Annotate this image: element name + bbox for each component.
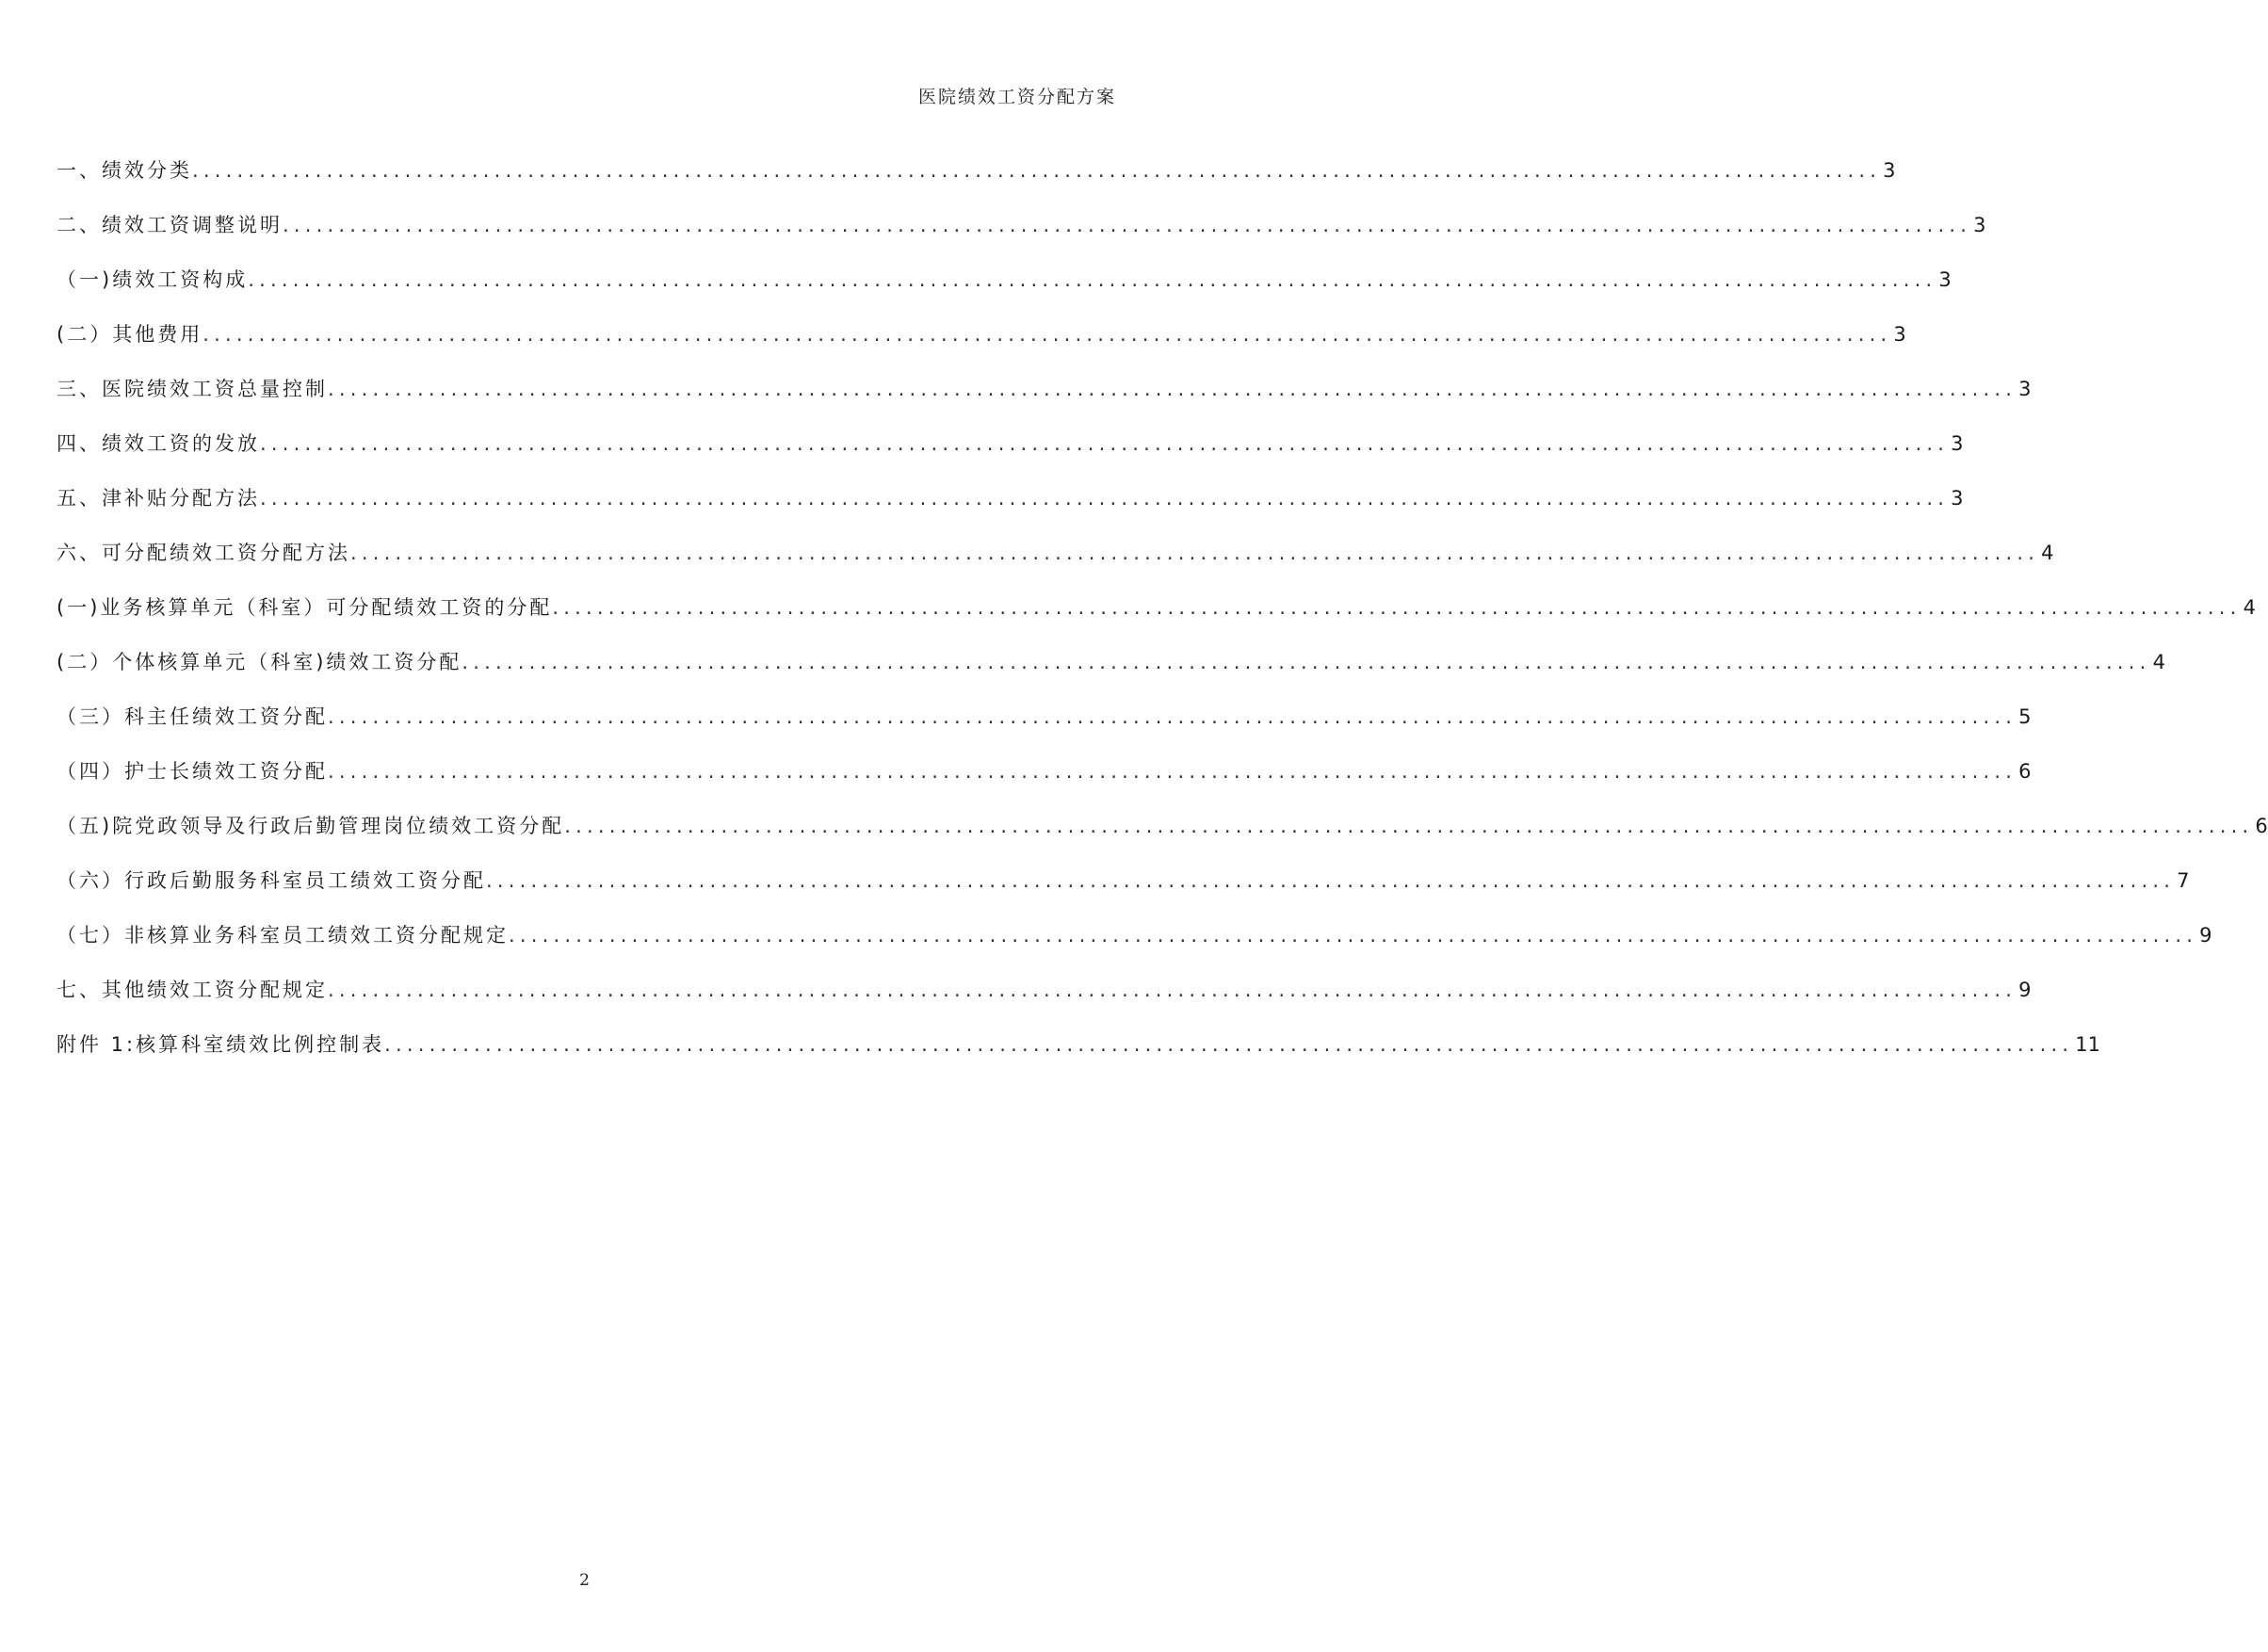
toc-entry[interactable] xyxy=(57,916,2212,954)
toc-entry-page: 3 xyxy=(1951,487,1964,510)
toc-dot-leader: ....................................................................................................................................................... xyxy=(552,596,2242,619)
toc-dot-leader: ....................................................................................................................................................... xyxy=(260,432,1950,455)
toc-entry[interactable] xyxy=(57,316,1906,353)
toc-entry-label: 六、可分配绩效工资分配方法 xyxy=(57,542,350,564)
toc-entry-page: 6 xyxy=(2018,760,2032,783)
toc-entry-page: 4 xyxy=(2243,596,2256,619)
toc-entry-page: 4 xyxy=(2152,651,2165,673)
page-number: 2 xyxy=(579,1571,590,1590)
toc-entry-label: 三、医院绩效工资总量控制 xyxy=(57,378,328,400)
toc-entry[interactable] xyxy=(57,261,1952,299)
toc-entry-label: 一、绩效分类 xyxy=(57,159,192,182)
toc-entry-page: 3 xyxy=(1938,268,1952,291)
toc-entry-label: (一)业务核算单元（科室）可分配绩效工资的分配 xyxy=(57,596,553,619)
toc-entry-label: （四）护士长绩效工资分配 xyxy=(57,760,328,783)
toc-entry[interactable] xyxy=(57,479,1964,517)
toc-entry[interactable] xyxy=(57,862,2190,899)
toc-entry[interactable] xyxy=(57,152,1896,189)
toc-entry[interactable] xyxy=(57,698,2032,736)
running-header: 医院绩效工资分配方案 xyxy=(917,87,1116,107)
toc-dot-leader: ....................................................................................................................................................... xyxy=(328,705,2017,728)
toc-entry-label: （六）行政后勤服务科室员工绩效工资分配 xyxy=(57,869,486,892)
toc-entry-label: （一)绩效工资构成 xyxy=(57,268,249,291)
toc-dot-leader: ....................................................................................................................................................... xyxy=(384,1033,2074,1056)
toc-dot-leader: ....................................................................................................................................................... xyxy=(509,924,2198,947)
toc-entry-page: 4 xyxy=(2041,542,2054,564)
toc-dot-leader: ....................................................................................................................................................... xyxy=(248,268,1937,291)
toc-entry-page: 7 xyxy=(2177,869,2190,892)
toc-entry[interactable] xyxy=(57,807,2268,845)
toc-entry-label: 七、其他绩效工资分配规定 xyxy=(57,979,328,1001)
toc-entry-label: （七）非核算业务科室员工绩效工资分配规定 xyxy=(57,924,509,947)
toc-entry-page: 3 xyxy=(1973,214,1986,236)
toc-dot-leader: ....................................................................................................................................................... xyxy=(192,159,1882,182)
toc-entry[interactable] xyxy=(57,534,2054,572)
toc-entry[interactable] xyxy=(57,971,2032,1009)
toc-dot-leader: ....................................................................................................................................................... xyxy=(486,869,2176,892)
toc-dot-leader: ....................................................................................................................................................... xyxy=(350,542,2040,564)
toc-dot-leader: ....................................................................................................................................................... xyxy=(328,760,2017,783)
toc-entry-page: 6 xyxy=(2255,815,2268,837)
toc-dot-leader: ....................................................................................................................................................... xyxy=(202,323,1892,346)
toc-dot-leader: ....................................................................................................................................................... xyxy=(564,815,2254,837)
toc-entry-page: 9 xyxy=(2018,979,2032,1001)
toc-dot-leader: ....................................................................................................................................................... xyxy=(328,979,2017,1001)
toc-entry-page: 3 xyxy=(2018,378,2032,400)
toc-entry[interactable] xyxy=(57,643,2165,681)
toc-entry-page: 11 xyxy=(2075,1033,2101,1056)
toc-entry-page: 9 xyxy=(2199,924,2212,947)
toc-entry-label: (二）个体核算单元（科室)绩效工资分配 xyxy=(57,651,462,673)
toc-entry-label: 五、津补贴分配方法 xyxy=(57,487,260,510)
toc-dot-leader: ....................................................................................................................................................... xyxy=(260,487,1950,510)
toc-entry[interactable] xyxy=(57,425,1964,462)
toc-entry[interactable] xyxy=(57,1026,2101,1063)
toc-entry-label: 附件 1:核算科室绩效比例控制表 xyxy=(57,1033,385,1056)
toc-entry-page: 3 xyxy=(1883,159,1896,182)
toc-entry[interactable] xyxy=(57,206,1986,244)
toc-entry-label: 二、绩效工资调整说明 xyxy=(57,214,283,236)
toc-entry-label: (二）其他费用 xyxy=(57,323,203,346)
toc-entry-page: 3 xyxy=(1951,432,1964,455)
toc-entry-page: 5 xyxy=(2018,705,2032,728)
toc-entry[interactable] xyxy=(57,589,2256,626)
toc-dot-leader: ....................................................................................................................................................... xyxy=(328,378,2017,400)
toc-entry-label: 四、绩效工资的发放 xyxy=(57,432,260,455)
toc-entry-page: 3 xyxy=(1893,323,1906,346)
toc-dot-leader: ....................................................................................................................................................... xyxy=(462,651,2151,673)
toc-dot-leader: ....................................................................................................................................................... xyxy=(283,214,1972,236)
toc-entry-label: （三）科主任绩效工资分配 xyxy=(57,705,328,728)
toc-entry[interactable] xyxy=(57,753,2032,790)
toc-entry[interactable] xyxy=(57,370,2032,408)
toc-entry-label: （五)院党政领导及行政后勤管理岗位绩效工资分配 xyxy=(57,815,565,837)
